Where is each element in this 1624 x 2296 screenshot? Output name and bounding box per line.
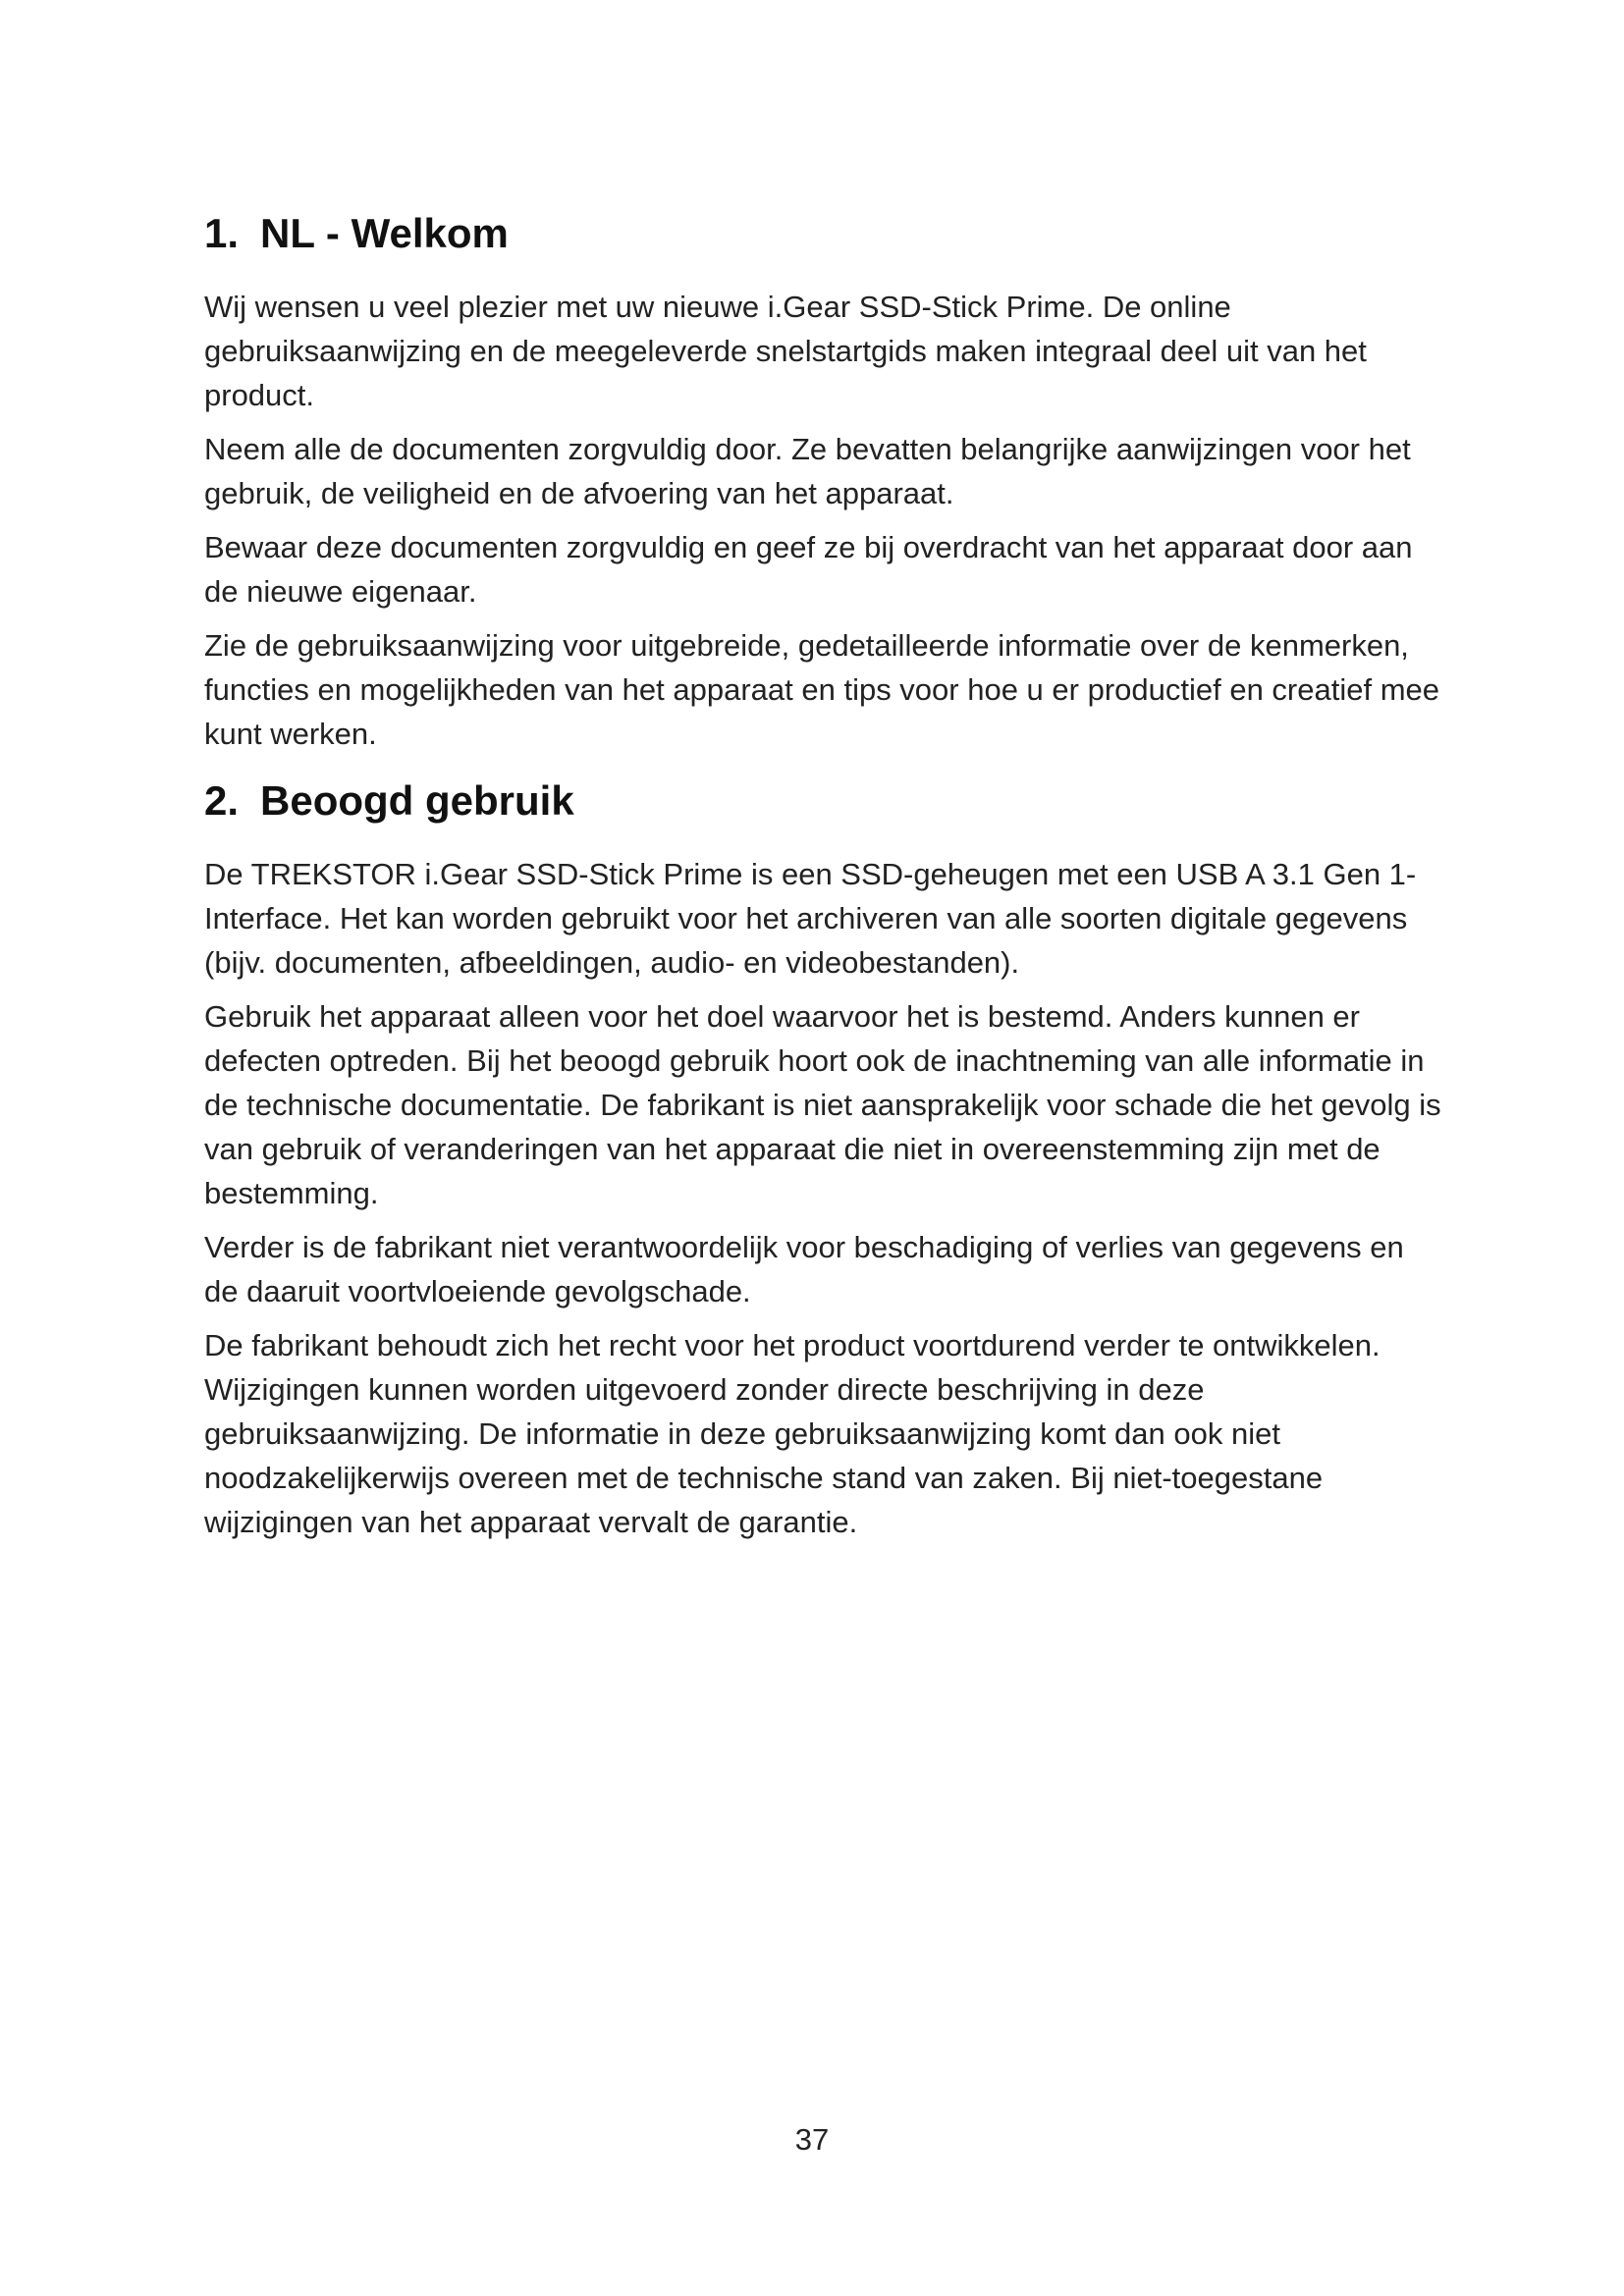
section-heading: [204, 772, 1441, 830]
paragraph: De TREKSTOR i.Gear SSD-Stick Prime is een SSD-geheugen met een USB A 3.1 Gen 1-Interface. Het kan worden gebruikt voor het archiveren van alle soorten digitale gegevens (bijv. documenten, afbeeldingen, audio- en videobestanden).: [204, 857, 1417, 980]
page-number: 37: [794, 2122, 830, 2157]
paragraph: Gebruik het apparaat alleen voor het doel waarvoor het is bestemd. Anders kunnen er defecten optreden. Bij het beoogd gebruik hoort ook de inachtneming van alle informatie in de technische documentatie. De fabrikant is niet aansprakelijk voor schade die het gevolg is van gebruik of veranderingen van het apparaat die niet in overeenstemming zijn met de bestemming.: [204, 999, 1441, 1210]
section-title: Beoogd gebruik: [260, 777, 574, 824]
paragraph: Zie de gebruiksaanwijzing voor uitgebreide, gedetailleerde informatie over de kenmerken, functies en mogelijkheden van het apparaat en tips voor hoe u er productief en creatief mee kunt werken.: [204, 628, 1440, 751]
section-heading: [204, 204, 1441, 263]
section-title: NL - Welkom: [260, 210, 509, 256]
section-number: 1.: [204, 210, 240, 256]
section-beoogd-gebruik: [204, 772, 1441, 1544]
paragraph: Wij wensen u veel plezier met uw nieuwe i.Gear SSD-Stick Prime. De online gebruiksaanwijzing en de meegeleverde snelstartgids maken integraal deel uit van het product.: [204, 290, 1367, 412]
section-welkom: [204, 204, 1441, 756]
section-number: 2.: [204, 777, 240, 824]
paragraph: De fabrikant behoudt zich het recht voor het product voortdurend verder te ontwikkelen. Wijzigingen kunnen worden uitgevoerd zonder directe beschrijving in deze gebruiksaanwijzing. De informatie in deze gebruiksaanwijzing komt dan ook niet noodzakelijkerwijs overeen met de technische stand van zaken. Bij niet-toegestane wijzigingen van het apparaat vervalt de garantie.: [204, 1328, 1380, 1539]
paragraph: Verder is de fabrikant niet verantwoordelijk voor beschadiging of verlies van gegevens en de daaruit voortvloeiende gevolgschade.: [204, 1230, 1404, 1308]
paragraph: Neem alle de documenten zorgvuldig door. Ze bevatten belangrijke aanwijzingen voor het gebruik, de veiligheid en de afvoering van het apparaat.: [204, 432, 1411, 510]
page-content: [204, 204, 1441, 1554]
paragraph: Bewaar deze documenten zorgvuldig en geef ze bij overdracht van het apparaat door aan de nieuwe eigenaar.: [204, 530, 1413, 609]
